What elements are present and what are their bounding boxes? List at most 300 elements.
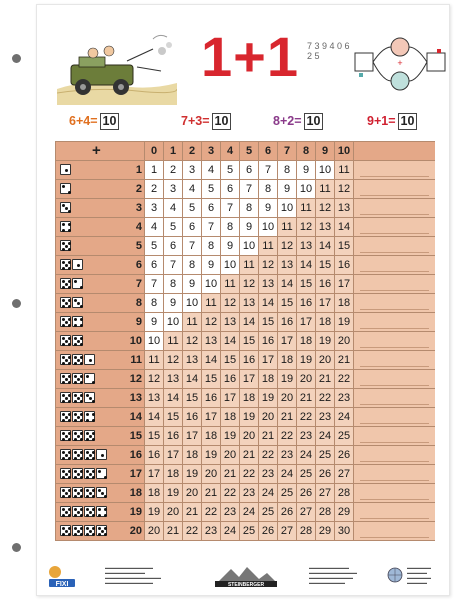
table-row [56, 217, 434, 236]
die-pip [62, 242, 65, 245]
die-pip [65, 207, 68, 210]
sum-cell: 14 [220, 332, 239, 350]
die-pip [104, 514, 107, 517]
die-pip [65, 530, 68, 533]
dice-group [60, 183, 71, 195]
die-pip [86, 451, 89, 454]
die-face-5 [72, 449, 83, 460]
svg-text:+: + [397, 58, 403, 68]
sum-cell: 21 [334, 351, 353, 369]
writing-line [360, 423, 429, 424]
die-pip [80, 286, 83, 289]
sum-cell: 12 [163, 351, 182, 369]
die-pip [86, 438, 89, 441]
sum-cell: 16 [144, 446, 163, 464]
writing-line [360, 271, 429, 272]
sum-cell: 11 [163, 332, 182, 350]
row-number: 7 [135, 278, 142, 290]
sum-cell: 5 [182, 199, 201, 217]
sum-cell: 18 [239, 389, 258, 407]
sum-cell: 17 [220, 389, 239, 407]
example-equation-1 [69, 111, 119, 131]
sum-cell: 15 [258, 313, 277, 331]
sum-cell: 24 [239, 503, 258, 521]
sum-cell: 26 [277, 503, 296, 521]
fixi-logo [47, 563, 77, 589]
sum-cell: 5 [144, 237, 163, 255]
table-row [56, 236, 434, 255]
die-face-5 [60, 354, 71, 365]
writing-line [360, 290, 429, 291]
die-pip [98, 514, 101, 517]
sum-cell: 9 [182, 275, 201, 293]
sum-cell: 27 [315, 484, 334, 502]
die-pip [62, 375, 65, 378]
die-pip [74, 400, 77, 403]
sum-cell: 12 [334, 180, 353, 198]
writing-line [360, 252, 429, 253]
binder-hole-top [12, 54, 21, 63]
die-pip [68, 432, 71, 435]
die-face-5 [72, 468, 83, 479]
die-pip [104, 495, 107, 498]
example-expression: 6+4= [69, 114, 98, 128]
die-pip [80, 508, 83, 511]
die-pip [68, 476, 71, 479]
sum-cell: 4 [163, 199, 182, 217]
sum-cell: 14 [144, 408, 163, 426]
die-pip [80, 432, 83, 435]
die-pip [62, 381, 65, 384]
sum-cell: 12 [182, 332, 201, 350]
footer-address-right: ▬▬▬▬▬▬▬▬▬▬ ▬▬▬▬▬▬▬▬▬▬▬▬ ▬▬▬▬▬▬▬▬▬▬▬ ▬▬▬▬▬▬▬▬▬ [309, 565, 357, 585]
sum-cell: 21 [277, 408, 296, 426]
sum-cell: 13 [182, 351, 201, 369]
die-pip [65, 397, 68, 400]
writing-line [360, 442, 429, 443]
sum-cell: 12 [258, 256, 277, 274]
writing-space [353, 370, 435, 388]
die-pip [62, 267, 65, 270]
die-face-1 [60, 164, 71, 175]
sum-cell: 8 [258, 180, 277, 198]
column-header: 8 [296, 142, 315, 160]
writing-space [353, 256, 435, 274]
table-row [56, 331, 434, 350]
sum-cell: 20 [144, 522, 163, 540]
sum-cell: 17 [334, 275, 353, 293]
sum-cell: 15 [182, 389, 201, 407]
die-pip [86, 489, 89, 492]
die-pip [68, 261, 71, 264]
die-pip [74, 394, 77, 397]
dice-group [60, 278, 83, 290]
die-pip [68, 286, 71, 289]
writing-space [353, 237, 435, 255]
sum-cell: 15 [334, 237, 353, 255]
writing-space [353, 313, 435, 331]
writing-line [360, 195, 429, 196]
die-pip [65, 264, 68, 267]
die-pip [80, 489, 83, 492]
table-row [56, 293, 434, 312]
die-pip [68, 514, 71, 517]
row-label-cell [56, 180, 144, 198]
die-pip [68, 337, 71, 340]
die-pip [74, 318, 77, 321]
sum-cell: 20 [163, 503, 182, 521]
die-pip [62, 261, 65, 264]
sum-cell: 20 [239, 427, 258, 445]
sum-cell: 8 [220, 218, 239, 236]
die-pip [62, 457, 65, 460]
die-pip [77, 530, 80, 533]
sum-cell: 13 [163, 370, 182, 388]
die-pip [65, 169, 68, 172]
die-pip [92, 527, 95, 530]
row-number: 14 [129, 411, 142, 423]
die-pip [68, 356, 71, 359]
die-pip [65, 378, 68, 381]
sum-cell: 8 [239, 199, 258, 217]
sum-cell: 8 [163, 275, 182, 293]
die-pip [68, 495, 71, 498]
sum-cell: 19 [220, 427, 239, 445]
die-pip [92, 432, 95, 435]
sum-cell: 15 [239, 332, 258, 350]
sum-cell: 16 [334, 256, 353, 274]
die-pip [77, 359, 80, 362]
die-face-1 [96, 449, 107, 460]
sum-cell: 13 [296, 237, 315, 255]
die-face-3 [84, 392, 95, 403]
die-pip [74, 495, 77, 498]
writing-space [353, 161, 435, 179]
sum-cell: 2 [163, 161, 182, 179]
die-pip [86, 514, 89, 517]
die-pip [89, 454, 92, 457]
die-face-5 [72, 430, 83, 441]
sum-cell: 24 [334, 408, 353, 426]
sum-cell: 7 [163, 256, 182, 274]
writing-space [353, 522, 435, 540]
sum-cell: 23 [201, 522, 220, 540]
sum-cell: 6 [201, 199, 220, 217]
table-row [56, 312, 434, 331]
die-pip [62, 508, 65, 511]
row-number: 5 [135, 240, 142, 252]
steinberger-logo [213, 563, 279, 589]
writing-space [353, 484, 435, 502]
die-pip [68, 394, 71, 397]
sum-cell: 28 [315, 503, 334, 521]
svg-text:FIXI: FIXI [55, 581, 69, 588]
die-pip [62, 280, 65, 283]
sum-cell: 17 [258, 351, 277, 369]
dice-group [60, 430, 95, 442]
dice-group [60, 202, 71, 214]
die-pip [86, 470, 89, 473]
sum-cell: 23 [258, 465, 277, 483]
dice-group [60, 487, 107, 499]
sum-cell: 14 [201, 351, 220, 369]
row-number: 15 [129, 430, 142, 442]
die-pip [89, 359, 92, 362]
example-equation-4 [367, 111, 417, 131]
plus-sign: + [92, 142, 101, 159]
die-pip [80, 495, 83, 498]
sum-cell: 10 [315, 161, 334, 179]
die-pip [98, 489, 101, 492]
sum-cell: 10 [277, 199, 296, 217]
dice-group [60, 525, 107, 537]
sum-cell: 12 [277, 237, 296, 255]
scattered-digits [307, 41, 355, 91]
table-row [56, 198, 434, 217]
die-face-5 [60, 278, 71, 289]
row-label-cell [56, 313, 144, 331]
sum-cell: 16 [315, 275, 334, 293]
die-pip [68, 318, 71, 321]
die-pip [62, 495, 65, 498]
row-number: 2 [135, 183, 142, 195]
sum-cell: 26 [334, 446, 353, 464]
sum-cell: 22 [239, 465, 258, 483]
sum-cell: 9 [277, 180, 296, 198]
sum-cell: 24 [277, 465, 296, 483]
die-pip [68, 267, 71, 270]
table-row [56, 464, 434, 483]
sum-cell: 11 [220, 275, 239, 293]
die-pip [65, 340, 68, 343]
sum-cell: 9 [296, 161, 315, 179]
sum-cell: 16 [201, 389, 220, 407]
sum-cell: 17 [239, 370, 258, 388]
row-label-cell [56, 484, 144, 502]
die-pip [68, 343, 71, 346]
die-pip [74, 470, 77, 473]
die-pip [80, 514, 83, 517]
sum-cell: 20 [201, 465, 220, 483]
sum-cell: 11 [334, 161, 353, 179]
sum-cell: 9 [163, 294, 182, 312]
sum-cell: 11 [144, 351, 163, 369]
sum-cell: 16 [258, 332, 277, 350]
die-pip [68, 242, 71, 245]
sum-cell: 5 [163, 218, 182, 236]
dice-group [60, 335, 83, 347]
sum-cell: 24 [258, 484, 277, 502]
die-pip [92, 413, 95, 416]
sum-cell: 7 [239, 180, 258, 198]
die-pip [68, 299, 71, 302]
sum-cell: 15 [315, 256, 334, 274]
row-label-cell [56, 465, 144, 483]
sum-cell: 21 [315, 370, 334, 388]
die-pip [86, 533, 89, 536]
die-face-5 [60, 240, 71, 251]
sum-cell: 21 [296, 389, 315, 407]
writing-line [360, 404, 429, 405]
sum-cell: 25 [315, 446, 334, 464]
writing-line [360, 461, 429, 462]
sum-cell: 22 [277, 427, 296, 445]
sum-cell: 11 [277, 218, 296, 236]
die-pip [65, 492, 68, 495]
row-number: 13 [129, 392, 142, 404]
sum-cell: 13 [334, 199, 353, 217]
header-blank-column [353, 142, 435, 160]
jeep-illustration [57, 31, 177, 105]
sum-cell: 18 [144, 484, 163, 502]
die-face-2 [72, 278, 83, 289]
addition-table [55, 141, 435, 541]
die-pip [68, 451, 71, 454]
die-face-5 [96, 525, 107, 536]
die-pip [74, 508, 77, 511]
sum-cell: 1 [144, 161, 163, 179]
die-pip [86, 413, 89, 416]
die-pip [86, 394, 89, 397]
die-pip [104, 476, 107, 479]
writing-line [360, 233, 429, 234]
sum-cell: 26 [315, 465, 334, 483]
column-header: 7 [277, 142, 296, 160]
title-digit-left: 1 [200, 25, 234, 88]
sum-cell: 22 [182, 522, 201, 540]
die-pip [98, 508, 101, 511]
die-face-5 [60, 468, 71, 479]
sum-cell: 7 [220, 199, 239, 217]
die-pip [68, 305, 71, 308]
die-face-5 [60, 392, 71, 403]
poster-sheet [36, 4, 450, 596]
die-pip [62, 343, 65, 346]
writing-line [360, 347, 429, 348]
die-pip [74, 343, 77, 346]
die-pip [65, 454, 68, 457]
sum-cell: 4 [144, 218, 163, 236]
die-pip [92, 495, 95, 498]
die-pip [92, 489, 95, 492]
sum-cell: 16 [182, 408, 201, 426]
row-label-cell [56, 332, 144, 350]
sum-cell: 15 [163, 408, 182, 426]
row-label-cell [56, 522, 144, 540]
example-equation-2 [181, 111, 231, 131]
sum-cell: 18 [258, 370, 277, 388]
die-pip [62, 514, 65, 517]
dice-group [60, 240, 71, 252]
sum-cell: 23 [277, 446, 296, 464]
sum-cell: 15 [220, 351, 239, 369]
die-pip [80, 343, 83, 346]
die-pip [80, 457, 83, 460]
die-pip [74, 514, 77, 517]
column-header: 3 [201, 142, 220, 160]
die-face-5 [60, 335, 71, 346]
sum-cell: 3 [163, 180, 182, 198]
sum-cell: 11 [296, 199, 315, 217]
die-pip [104, 533, 107, 536]
sum-cell: 25 [296, 465, 315, 483]
die-pip [62, 476, 65, 479]
sum-cell: 14 [239, 313, 258, 331]
writing-line [360, 309, 429, 310]
sum-cell: 20 [315, 351, 334, 369]
die-face-5 [72, 506, 83, 517]
sum-cell: 17 [144, 465, 163, 483]
die-pip [80, 318, 83, 321]
sum-cell: 7 [201, 218, 220, 236]
sum-cell: 9 [144, 313, 163, 331]
die-pip [86, 457, 89, 460]
sum-cell: 16 [296, 294, 315, 312]
die-pip [74, 299, 77, 302]
row-number: 6 [135, 259, 142, 271]
die-pip [68, 362, 71, 365]
die-pip [92, 508, 95, 511]
sum-cell: 15 [277, 294, 296, 312]
example-answer-box: 10 [100, 113, 120, 130]
die-face-5 [60, 373, 71, 384]
sum-cell: 20 [182, 484, 201, 502]
die-pip [62, 324, 65, 327]
die-face-4 [60, 221, 71, 232]
sum-cell: 18 [315, 313, 334, 331]
sum-cell: 14 [315, 237, 334, 255]
die-pip [80, 324, 83, 327]
die-pip [89, 397, 92, 400]
sum-cell: 20 [334, 332, 353, 350]
scattered-digits-text: 7 3 9 4 0 6 2 5 [307, 41, 350, 61]
die-pip [89, 530, 92, 533]
die-pip [62, 419, 65, 422]
sum-cell: 19 [182, 465, 201, 483]
sum-cell: 16 [220, 370, 239, 388]
sum-cell: 23 [220, 503, 239, 521]
table-row [56, 521, 434, 540]
example-expression: 8+2= [273, 114, 302, 128]
die-pip [80, 419, 83, 422]
footer-catalog-info: ▬▬▬▬▬▬ ▬▬▬▬▬ ▬▬▬▬▬▬ ▬▬▬▬▬ [407, 565, 431, 585]
die-pip [98, 533, 101, 536]
sum-cell: 9 [239, 218, 258, 236]
sum-cell: 23 [239, 484, 258, 502]
row-label-cell [56, 218, 144, 236]
sum-cell: 17 [182, 427, 201, 445]
writing-space [353, 294, 435, 312]
die-pip [86, 508, 89, 511]
die-pip [80, 476, 83, 479]
die-pip [62, 337, 65, 340]
die-face-5 [72, 411, 83, 422]
writing-space [353, 275, 435, 293]
example-expression: 7+3= [181, 114, 210, 128]
writing-space [353, 332, 435, 350]
table-row [56, 407, 434, 426]
sum-cell: 20 [258, 408, 277, 426]
sum-cell: 29 [315, 522, 334, 540]
column-header: 4 [220, 142, 239, 160]
die-pip [68, 400, 71, 403]
sum-cell: 10 [182, 294, 201, 312]
die-face-5 [60, 411, 71, 422]
die-pip [80, 533, 83, 536]
die-pip [74, 375, 77, 378]
page-title [185, 25, 315, 88]
row-number: 3 [135, 202, 142, 214]
